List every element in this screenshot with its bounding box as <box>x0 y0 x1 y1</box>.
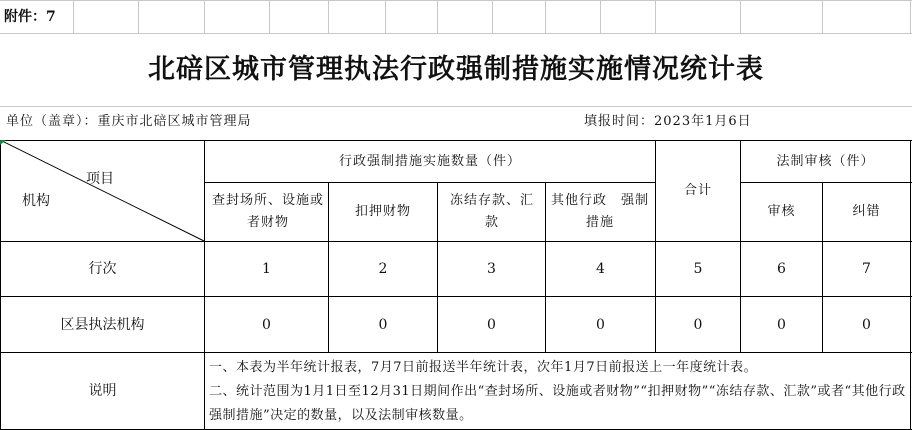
table-border <box>910 140 911 430</box>
grid-line <box>545 0 546 33</box>
header-col-other: 其他行政 强制措施 <box>550 193 649 230</box>
grid-line <box>269 0 270 33</box>
grid-line <box>600 0 601 33</box>
table-cell: 0 <box>693 316 703 333</box>
grid-line <box>328 0 329 33</box>
grid-line <box>740 0 741 33</box>
header-group-measures: 行政强制措施实施数量（件） <box>338 153 521 169</box>
header-col-seal: 查封场所、设施或者财物 <box>212 193 325 230</box>
grid-line <box>655 0 656 33</box>
header-org: 机构 <box>22 193 50 209</box>
page-title: 北碚区城市管理执法行政强制措施实施情况统计表 <box>148 54 764 85</box>
table-cell: 1 <box>262 261 271 277</box>
notes-line-2: 二、统计范围为1月1日至12月31日期间作出“查封场所、设施或者财物”“扣押财物”“冻结存款、汇款”或者“其他行政强制措施”决定的数量，以及法制审核数量。 <box>209 384 906 423</box>
fill-time-label: 填报时间：2023年1月6日 <box>584 114 752 129</box>
header-review: 审核 <box>767 204 796 219</box>
grid-line <box>0 106 912 107</box>
row-label-line-number: 行次 <box>88 261 117 277</box>
row-label-county-agency: 区县执法机构 <box>60 316 145 333</box>
table-cell: 2 <box>378 261 388 277</box>
unit-label: 单位（盖章）：重庆市北碚区城市管理局 <box>6 114 252 129</box>
table-cell: 0 <box>862 316 871 333</box>
header-group-review: 法制审核（件） <box>776 153 875 169</box>
table-cell: 5 <box>693 261 703 277</box>
table-cell: 6 <box>777 261 786 277</box>
header-col-freeze: 冻结存款、汇款 <box>450 193 535 230</box>
grid-line <box>385 0 386 33</box>
table-cell: 0 <box>262 316 271 333</box>
header-total: 合计 <box>683 183 712 198</box>
grid-line <box>492 0 493 33</box>
header-item: 项目 <box>86 171 114 187</box>
grid-line <box>910 0 911 33</box>
table-cell: 0 <box>378 316 388 333</box>
table-cell: 0 <box>777 316 786 333</box>
table-cell: 0 <box>487 316 496 333</box>
table-cell: 7 <box>862 261 871 277</box>
header-col-seize: 扣押财物 <box>354 204 411 219</box>
table-cell: 3 <box>487 261 496 277</box>
table-cell: 0 <box>596 316 605 333</box>
grid-line <box>204 0 205 33</box>
grid-line <box>138 0 139 33</box>
attachment-label: 附件：7 <box>4 9 56 25</box>
notes-line-1: 一、本表为半年统计报表，7月7日前报送半年统计表，次年1月7日前报送上一年度统计表。 <box>209 360 758 375</box>
header-correct: 纠错 <box>852 204 881 219</box>
notes-text <box>209 356 907 428</box>
grid-line <box>437 0 438 33</box>
grid-line <box>0 0 912 1</box>
notes-label: 说明 <box>88 383 117 399</box>
grid-line <box>822 0 823 33</box>
table-cell: 4 <box>596 261 605 277</box>
grid-line <box>0 33 912 34</box>
